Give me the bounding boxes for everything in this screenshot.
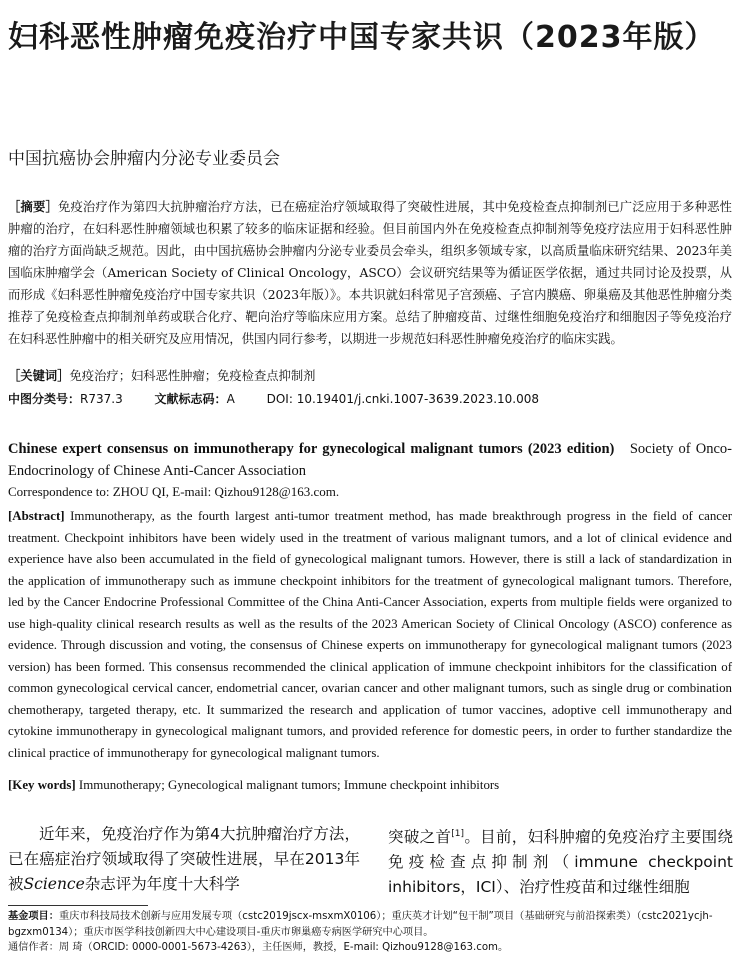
en-keywords-label: [Key words] (8, 778, 76, 792)
page-title: 妇科恶性肿瘤免疫治疗中国专家共识（2023年版） (8, 20, 716, 55)
body-column-right (388, 822, 733, 898)
cn-abstract-label: ［摘要］ (8, 200, 58, 214)
citation-ref: [1] (451, 829, 465, 839)
en-abstract-label: [Abstract] (8, 509, 65, 523)
body-column-left (8, 822, 360, 898)
fund-label: 基金项目： (8, 911, 59, 922)
body-left-text-a: 近年来，免疫治疗作为第4大抗肿瘤治疗方法，已在癌症治疗领域取得了突破性进展，早在2013年被 (8, 825, 360, 893)
cn-abstract-text: 免疫治疗作为第四大抗肿瘤治疗方法，已在癌症治疗领域取得了突破性进展，其中免疫检查点抑制剂已广泛应用于多种恶性肿瘤的治疗，在妇科恶性肿瘤领域也积累了较多的临床证据和经验。但目前国内外在免疫检查点抑制剂等免疫疗法应用于妇科恶性肿瘤的治疗方面尚缺乏规范。因此，由中国抗癌协会肿瘤内分泌专业委员会牵头，组织多领域专家，以高质量临床研究结果、2023年美国临床肿瘤学会（American Society of Clinical Oncology，ASCO）会议研究结果等为循证医学依据，通过共同讨论及投票，从而形成《妇科恶性肿瘤免疫治疗中国专家共识（2023年版）》。本共识就妇科常见子宫颈癌、子宫内膜癌、卵巢癌及其他恶性肿瘤分类推荐了免疫检查点抑制剂单药或联合化疗、靶向治疗等临床应用方案。总结了肿瘤疫苗、过继性细胞免疫治疗和细胞因子等免疫治疗在妇科恶性肿瘤中的相关研究及应用情况，供国内同行参考，以期进一步规范妇科恶性肿瘤免疫治疗的临床实践。 (8, 200, 732, 346)
clc-value: R737.3 (80, 392, 123, 406)
doi: DOI: 10.19401/j.cnki.1007-3639.2023.10.008 (266, 392, 540, 406)
body-left-italic: Science (23, 875, 85, 893)
cn-keywords (8, 366, 315, 384)
body-left-text-b: 杂志评为年度十大科学 (84, 875, 240, 893)
en-abstract (8, 506, 732, 764)
fund-text: 重庆市科技局技术创新与应用发展专项（cstc2019jscx-msxmX0106）；重庆英才计划“包干制”项目（基础研究与前沿探索类）（cstc2021ycjh-bgzxm0134）；重庆市医学科技创新四大中心建设项目-重庆市卵巢癌专病医学研究中心项目。 (8, 911, 713, 938)
corresponding-author-note: 通信作者：周 琦（ORCID: 0000-0001-5673-4263），主任医师，教授，E-mail: Qizhou9128@163.com。 (8, 942, 509, 953)
en-correspondence: Correspondence to: ZHOU QI, E-mail: Qizhou9128@163.com. (8, 484, 340, 499)
cn-keywords-text: 免疫治疗；妇科恶性肿瘤；免疫检查点抑制剂 (69, 369, 316, 383)
en-keywords-text: Immunotherapy; Gynecological malignant tumors; Immune checkpoint inhibitors (78, 778, 500, 792)
en-keywords (8, 778, 499, 793)
footnote (8, 909, 738, 956)
author-affiliation: 中国抗癌协会肿瘤内分泌专业委员会 (8, 149, 280, 169)
clc-label: 中图分类号： (8, 392, 81, 406)
en-title: Chinese expert consensus on immunotherapy for gynecological malignant tumors (2023 edition) (8, 441, 615, 457)
en-abstract-text: Immunotherapy, as the fourth largest anti-tumor treatment method, has made breakthrough progress in the field of cancer treatment. Checkpoint inhibitors have been widely used in the treatment of various malignant tumors, and a lot of clinical evidence and experience have also been accumulated in the field of gynecological malignant tumors. However, there is still a lack of standardization in the application of immunotherapy such as immune checkpoint inhibitors for the treatment of gynecological malignant tumors. Therefore, led by the Cancer Endocrine Professional Committee of the China Anti-Cancer Association, experts from multiple fields were organized to use high-quality clinical research results as well as the results of the 2023 American Society of Clinical Oncology (ASCO) conference as evidence. Through discussion and voting, the consensus of Chinese experts on immunotherapy for gynecological malignant tumors (2023 version) has been formed. This consensus recommended the clinical application of immune checkpoint inhibitors for the classification of common gynecological cervical cancer, endometrial cancer, ovarian cancer and other malignant tumors, such as single drug or combination chemotherapy, targeted therapy, etc. It summarized the research and application of tumor vaccines, adoptive cell immunotherapy and cytokine immunotherapy in gynecological malignant tumors, and provided reference for domestic peers, in order to further standardize the clinical practice of immunotherapy for gynecological malignant tumors. (8, 509, 732, 760)
en-authors: Society of Onco-Endocrinology of Chinese Anti-Cancer Association (8, 441, 732, 479)
cn-abstract (8, 196, 732, 350)
fund-note (8, 909, 738, 940)
classification-line (8, 390, 553, 407)
footnote-divider (8, 905, 148, 906)
body-right-text-a: 突破之首 (388, 828, 452, 847)
doc-code-label: 文献标志码： (154, 392, 227, 406)
doc-code-value: A (226, 392, 235, 406)
cn-keywords-label: ［关键词］ (8, 369, 70, 383)
en-title-block (8, 438, 732, 482)
body-right-text-b: 。目前，妇科肿瘤的免疫治疗主要围绕免疫检查点抑制剂（immune checkpoint inhibitors，ICI）、治疗性疫苗和过继性细胞 (388, 828, 733, 897)
